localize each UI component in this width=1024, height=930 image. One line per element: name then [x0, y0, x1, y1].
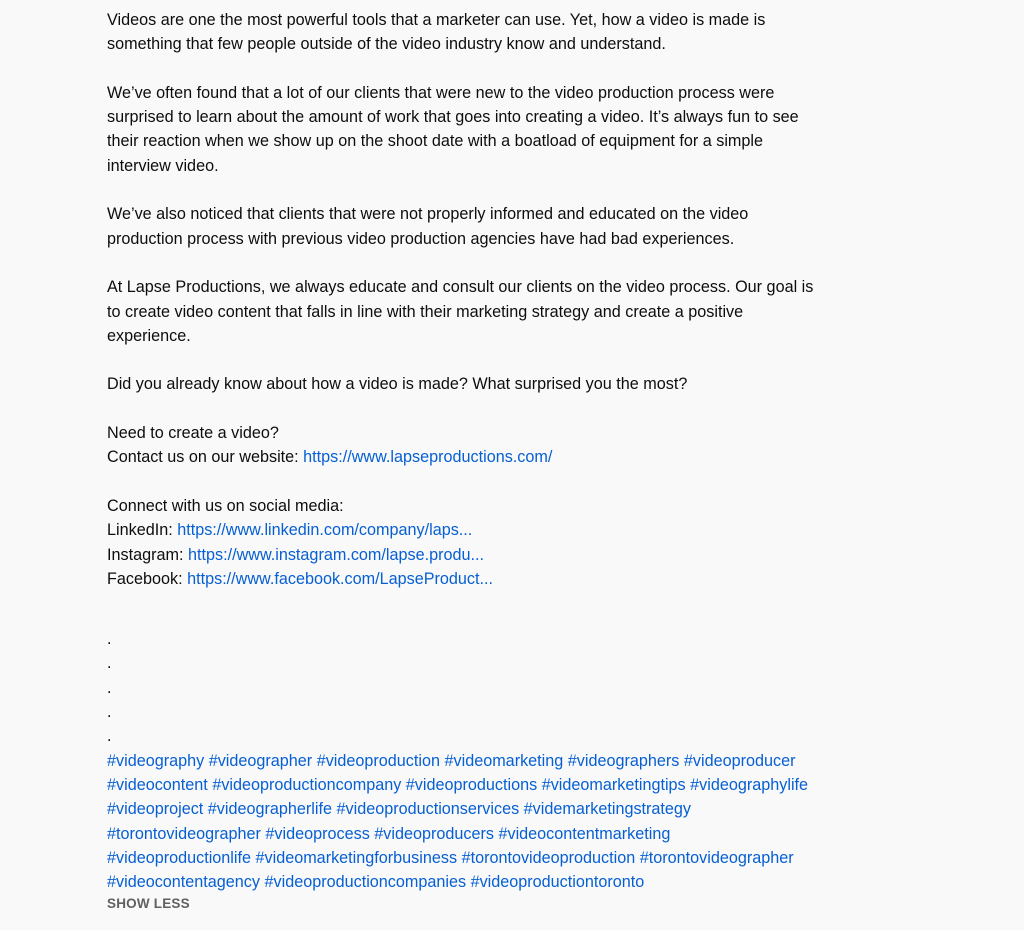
hashtag-list: [107, 749, 867, 895]
description-line: Did you already know about how a video is made? What surprised you the most?: [107, 375, 688, 394]
instagram-line: [107, 543, 867, 567]
hashtag-link[interactable]: #videmarketingstrategy: [523, 800, 692, 819]
hashtag-line: [107, 870, 867, 894]
description-line: At Lapse Productions, we always educate and consult our clients on the video process. Our goal is: [107, 278, 814, 297]
hashtag-line: [107, 797, 867, 821]
description-line: We’ve also noticed that clients that were not properly informed and educated on the video: [107, 205, 749, 224]
website-link[interactable]: https://www.lapseproductions.com/: [303, 448, 553, 467]
instagram-label: Instagram:: [107, 545, 188, 564]
hashtag-link[interactable]: #videoproduction: [316, 751, 440, 770]
hashtag-link[interactable]: #videoproductionlife: [107, 848, 251, 867]
hashtag-line: [107, 822, 867, 846]
hashtag-link[interactable]: #videocontentagency: [107, 873, 260, 892]
facebook-line: [107, 567, 867, 591]
description-line: something that few people outside of the video industry know and understand.: [107, 35, 666, 54]
contact-label: Contact us on our website:: [107, 448, 304, 467]
linkedin-link[interactable]: https://www.linkedin.com/company/laps...: [177, 521, 473, 540]
hashtag-link[interactable]: #torontovideoproduction: [461, 848, 636, 867]
hashtag-link[interactable]: #videocontentmarketing: [498, 824, 671, 843]
hashtag-link[interactable]: #videographerlife: [207, 800, 332, 819]
dot: .: [107, 654, 112, 673]
hashtag-link[interactable]: #videoproductiontoronto: [470, 873, 645, 892]
description-paragraph-4: [107, 275, 867, 348]
hashtag-link[interactable]: #videoproducers: [374, 824, 494, 843]
dot: .: [107, 703, 112, 722]
hashtag-link[interactable]: #videoproductionservices: [336, 800, 520, 819]
hashtag-line: [107, 749, 867, 773]
social-block: [107, 494, 867, 591]
hashtag-link[interactable]: #torontovideographer: [639, 848, 794, 867]
video-description: [107, 8, 867, 894]
hashtag-link[interactable]: #videoproducer: [683, 751, 796, 770]
instagram-link[interactable]: https://www.instagram.com/lapse.produ...: [187, 545, 484, 564]
hashtag-link[interactable]: #videographylife: [690, 775, 809, 794]
hashtag-link[interactable]: #videoprocess: [265, 824, 370, 843]
contact-block: [107, 421, 867, 470]
hashtag-link[interactable]: #videographer: [208, 751, 313, 770]
description-line: production process with previous video production agencies have had bad experiences.: [107, 229, 735, 248]
facebook-link[interactable]: https://www.facebook.com/LapseProduct...: [187, 569, 494, 588]
dot: .: [107, 678, 112, 697]
dot: .: [107, 727, 112, 746]
description-line: surprised to learn about the amount of work that goes into creating a video. It’s always fun to see: [107, 108, 799, 127]
dot: .: [107, 630, 112, 649]
linkedin-label: LinkedIn:: [107, 521, 178, 540]
hashtag-link[interactable]: #videomarketingtips: [541, 775, 686, 794]
hashtag-link[interactable]: #videographers: [567, 751, 680, 770]
contact-line: [107, 445, 867, 469]
description-line: to create video content that falls in line with their marketing strategy and create a positive: [107, 302, 744, 321]
description-line: We’ve often found that a lot of our clients that were new to the video production process were: [107, 83, 775, 102]
description-paragraph-5: [107, 372, 867, 396]
description-paragraph-2: [107, 81, 867, 178]
hashtag-link[interactable]: #videomarketing: [444, 751, 564, 770]
description-paragraph-1: [107, 8, 867, 57]
hashtag-line: [107, 773, 867, 797]
hashtag-link[interactable]: #videoproject: [107, 800, 204, 819]
hashtag-line: [107, 846, 867, 870]
hashtag-link[interactable]: #videography: [107, 751, 205, 770]
hashtag-link[interactable]: #videoproductioncompany: [212, 775, 402, 794]
hashtag-link[interactable]: #videomarketingforbusiness: [255, 848, 458, 867]
description-line: their reaction when we show up on the shoot date with a boatload of equipment for a simple: [107, 132, 763, 151]
contact-heading: Need to create a video?: [107, 424, 279, 443]
linkedin-line: [107, 518, 867, 542]
show-less-button[interactable]: SHOW LESS: [107, 896, 190, 911]
description-line: interview video.: [107, 156, 219, 175]
social-heading: Connect with us on social media:: [107, 496, 344, 515]
facebook-label: Facebook:: [107, 569, 188, 588]
dots-separator: [107, 627, 867, 748]
description-line: Videos are one the most powerful tools that a marketer can use. Yet, how a video is made is: [107, 11, 766, 29]
hashtag-link[interactable]: #videocontent: [107, 775, 208, 794]
hashtag-link[interactable]: #torontovideographer: [107, 824, 261, 843]
description-line: experience.: [107, 326, 191, 345]
hashtag-link[interactable]: #videoproductions: [405, 775, 538, 794]
hashtag-link[interactable]: #videoproductioncompanies: [264, 873, 467, 892]
description-paragraph-3: [107, 202, 867, 251]
